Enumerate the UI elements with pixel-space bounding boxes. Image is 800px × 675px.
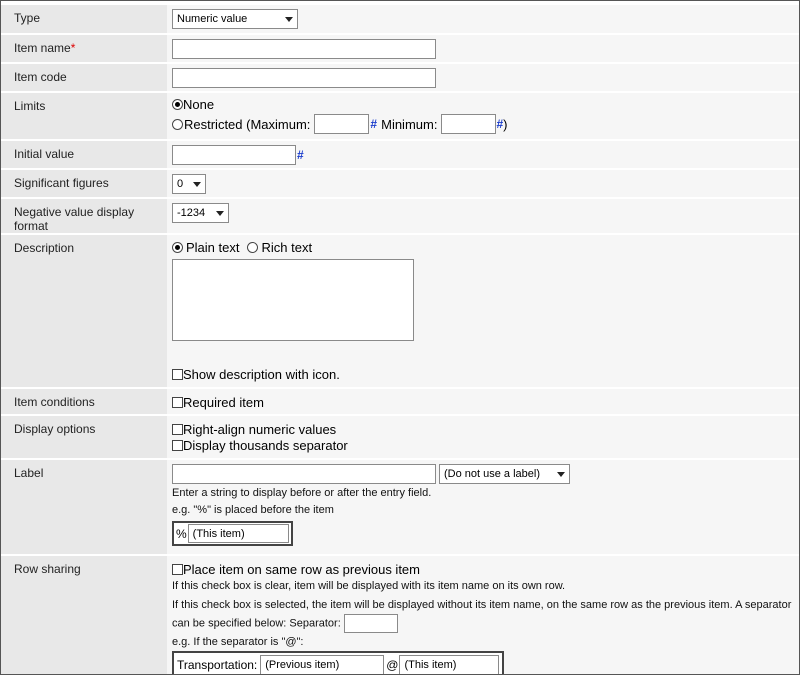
type-select-value: Numeric value (177, 13, 248, 25)
row-sharing-note-selected (172, 597, 800, 633)
label-description: Description (1, 235, 167, 387)
show-description-icon-checkbox[interactable] (172, 369, 183, 380)
limits-minimum-label: Minimum: (381, 116, 438, 132)
label-note: Enter a string to display before or after the entry field. (172, 487, 432, 499)
label-text-input[interactable] (172, 464, 436, 484)
limits-none-label: None (183, 96, 215, 112)
rich-text-radio[interactable] (247, 242, 258, 253)
label-example-item: (This item) (188, 524, 289, 543)
initial-value-hash-link[interactable]: # (297, 148, 304, 162)
label-row-sharing: Row sharing (1, 556, 167, 675)
label-example-box (172, 521, 293, 546)
row-sharing-example-note: e.g. If the separator is "@": (172, 636, 304, 648)
label-label: Label (1, 460, 167, 554)
negative-format-select[interactable] (172, 203, 229, 223)
row-sharing-note-selected-text: If this check box is selected, the item will be displayed without its item name, on the same row as the previous item. A separator can be specified below: Separator: (172, 599, 792, 630)
limits-maximum-input[interactable] (314, 114, 369, 134)
minimum-hash-link[interactable]: # (496, 117, 504, 131)
limits-close-paren: ) (503, 116, 508, 132)
separator-input[interactable] (344, 614, 398, 633)
description-textarea[interactable] (172, 259, 414, 341)
right-align-label: Right-align numeric values (183, 421, 337, 437)
row-sharing-label: Place item on same row as previous item (183, 561, 420, 577)
item-code-input[interactable] (172, 68, 436, 88)
thousands-separator-label: Display thousands separator (183, 438, 348, 453)
required-item-checkbox[interactable] (172, 397, 183, 408)
item-name-input[interactable] (172, 39, 436, 59)
row-sharing-example-box (172, 651, 504, 675)
label-position-value: (Do not use a label) (444, 468, 540, 480)
initial-value-input[interactable] (172, 145, 296, 165)
row-sharing-example-prev: (Previous item) (260, 655, 384, 675)
plain-text-label: Plain text (186, 239, 240, 255)
row-sharing-note-clear: If this check box is clear, item will be displayed with its item name on its own row. (172, 580, 566, 592)
chevron-down-icon (193, 182, 201, 187)
row-sharing-example-label: Transportation: (177, 657, 258, 672)
row-sharing-checkbox[interactable] (172, 564, 183, 575)
limits-none-radio[interactable] (172, 99, 183, 110)
significant-figures-value: 0 (177, 178, 184, 190)
item-name-label-text: Item name (14, 41, 71, 55)
plain-text-radio[interactable] (172, 242, 183, 253)
label-item-code: Item code (1, 64, 167, 91)
label-type: Type (1, 5, 167, 33)
label-display-options: Display options (1, 416, 167, 458)
limits-minimum-input[interactable] (441, 114, 496, 134)
thousands-separator-checkbox[interactable] (172, 440, 183, 451)
row-sharing-example-sep: @ (386, 657, 399, 672)
type-select[interactable] (172, 9, 298, 29)
row-sharing-example-item: (This item) (399, 655, 499, 675)
limits-restricted-label: Restricted (Maximum: (184, 116, 311, 132)
label-item-conditions: Item conditions (1, 389, 167, 414)
chevron-down-icon (216, 211, 224, 216)
required-item-label: Required item (183, 394, 264, 410)
label-significant-figures: Significant figures (1, 170, 167, 197)
significant-figures-select[interactable] (172, 174, 206, 194)
label-example-note: e.g. "%" is placed before the item (172, 504, 334, 516)
label-item-name (1, 35, 167, 62)
show-description-icon-label: Show description with icon. (183, 366, 340, 382)
label-limits: Limits (1, 93, 167, 139)
chevron-down-icon (285, 17, 293, 22)
required-mark: * (70, 41, 76, 55)
maximum-hash-link[interactable]: # (370, 117, 378, 131)
label-position-select[interactable] (439, 464, 570, 484)
right-align-checkbox[interactable] (172, 424, 183, 435)
limits-restricted-radio[interactable] (172, 119, 183, 130)
label-initial-value: Initial value (1, 141, 167, 168)
rich-text-label: Rich text (261, 239, 313, 255)
label-example-prefix: % (176, 526, 187, 541)
limits-none-option[interactable] (172, 96, 800, 112)
negative-format-value: -1234 (177, 207, 206, 219)
chevron-down-icon (557, 472, 565, 477)
item-settings-form (1, 3, 800, 675)
label-negative-format: Negative value display format (1, 199, 167, 233)
